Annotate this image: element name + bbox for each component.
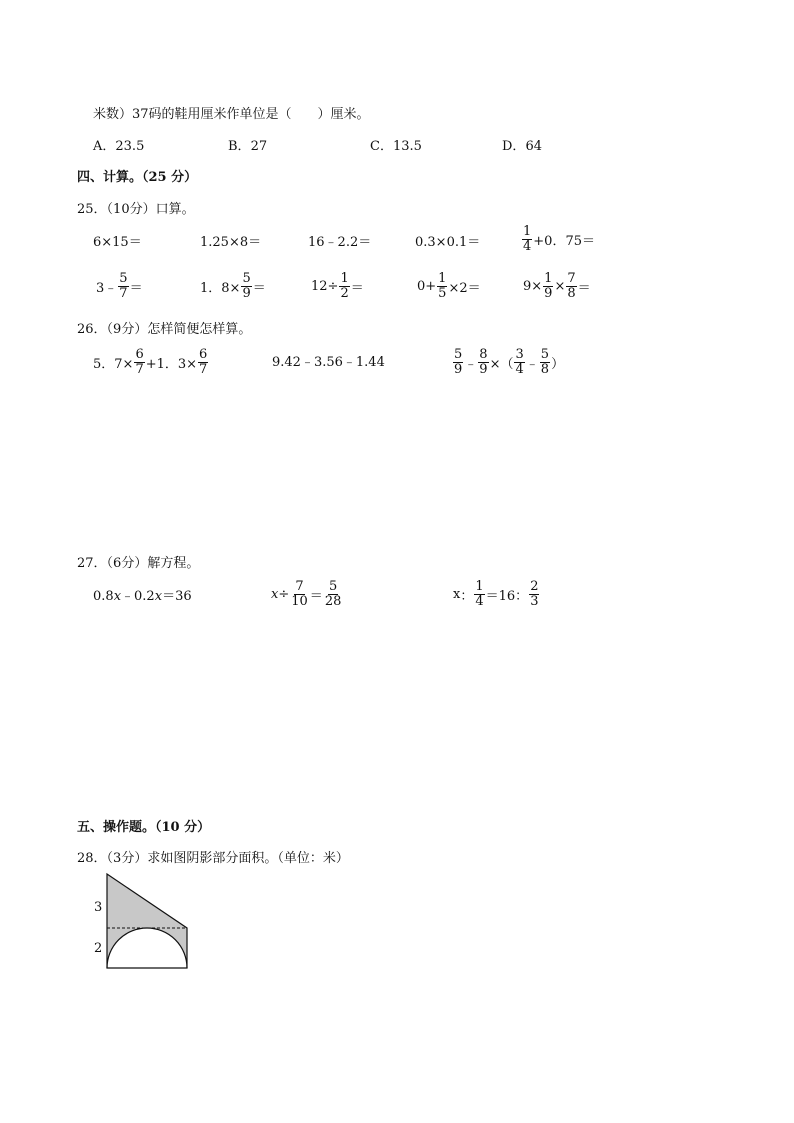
option-d[interactable] bbox=[502, 135, 542, 154]
q25-r1-c: 16﹣2.2＝ bbox=[308, 235, 372, 250]
q25-r1-a: 6×15＝ bbox=[93, 235, 142, 250]
fraction: $\frac{3}{4}$ bbox=[515, 347, 524, 377]
q25-r2-d: 0+ $\frac{1}{5}$ ×2＝ bbox=[417, 271, 481, 301]
figure-svg bbox=[92, 870, 192, 975]
option-b-value: 27 bbox=[250, 139, 268, 154]
q25-r1-b: 1.25×8＝ bbox=[200, 235, 262, 250]
q25-r2-a: 3﹣ $\frac{5}{7}$ ＝ bbox=[96, 271, 143, 301]
fraction: $\frac{2}{3}$ bbox=[530, 579, 539, 609]
label-2: 2 bbox=[94, 941, 103, 956]
option-d-letter: D． bbox=[502, 139, 526, 154]
option-b-letter: B． bbox=[228, 139, 251, 154]
fraction: $\frac{7}{8}$ bbox=[567, 271, 576, 301]
question-28-header: 28．（3分）求如图阴影部分面积。（单位：米） bbox=[77, 851, 349, 866]
fraction: $\frac{7}{10}$ bbox=[291, 579, 308, 609]
fraction: $\frac{5}{9}$ bbox=[242, 271, 251, 301]
option-b[interactable] bbox=[228, 135, 267, 154]
fraction: $\frac{5}{9}$ bbox=[454, 347, 463, 377]
option-a-letter: A． bbox=[93, 139, 116, 154]
question-26-header: 26．（9分）怎样简便怎样算。 bbox=[77, 322, 252, 337]
q26-expr-3: $\frac{5}{9}$ ﹣ $\frac{8}{9}$ ×（ $\frac{3}{4}$ ﹣ $\frac{5}{8}$ ） bbox=[454, 347, 565, 377]
q25-r2-e: 9× $\frac{1}{9}$ × $\frac{7}{8}$ ＝ bbox=[523, 271, 591, 301]
fraction: $\frac{1}{4}$ bbox=[523, 224, 532, 254]
shaded-area-figure bbox=[92, 870, 192, 975]
question-25-header: 25．（10分）口算。 bbox=[77, 202, 195, 217]
q25-r2-c: 12÷ $\frac{1}{2}$ ＝ bbox=[311, 271, 364, 301]
fraction: $\frac{1}{9}$ bbox=[544, 271, 553, 301]
label-3: 3 bbox=[94, 900, 103, 915]
fraction: $\frac{5}{28}$ bbox=[324, 579, 342, 609]
option-c[interactable] bbox=[370, 135, 422, 154]
fraction: $\frac{1}{5}$ bbox=[438, 271, 447, 301]
fraction: $\frac{8}{9}$ bbox=[479, 347, 488, 377]
q25-r2-b: 1．8× $\frac{5}{9}$ ＝ bbox=[200, 271, 266, 301]
fraction: $\frac{5}{8}$ bbox=[540, 347, 550, 377]
q26-expr-1: 5．7× $\frac{6}{7}$ +1．3× $\frac{6}{7}$ bbox=[93, 347, 208, 377]
option-a-value: 23.5 bbox=[115, 139, 145, 154]
fraction: $\frac{1}{4}$ bbox=[475, 579, 484, 609]
option-c-letter: C． bbox=[370, 139, 393, 154]
fraction: $\frac{6}{7}$ bbox=[199, 347, 208, 377]
section-5-title: 五、操作题。（10 分） bbox=[77, 820, 211, 835]
q25-r1-e: $\frac{1}{4}$ +0．75＝ bbox=[523, 224, 595, 254]
q27-eq-1: 0.8x﹣0.2x＝36 bbox=[93, 589, 192, 604]
q27-eq-2: x ÷ $\frac{7}{10}$ ＝ $\frac{5}{28}$ bbox=[271, 579, 342, 609]
option-a[interactable] bbox=[93, 135, 144, 154]
shaded-region bbox=[107, 874, 187, 968]
fraction: $\frac{6}{7}$ bbox=[135, 347, 144, 377]
q26-expr-2: 9.42﹣3.56﹣1.44 bbox=[272, 355, 385, 370]
section-4-title: 四、计算。（25 分） bbox=[77, 170, 198, 185]
q25-r1-d: 0.3×0.1＝ bbox=[415, 235, 481, 250]
question-27-header: 27．（6分）解方程。 bbox=[77, 556, 200, 571]
fraction: $\frac{5}{7}$ bbox=[119, 271, 128, 301]
question-24-text: 米数）37码的鞋用厘米作单位是（ ）厘米。 bbox=[93, 107, 370, 122]
q27-eq-3: x ： $\frac{1}{4}$ ＝16： $\frac{2}{3}$ bbox=[453, 579, 539, 609]
option-d-value: 64 bbox=[525, 139, 542, 154]
fraction: $\frac{1}{2}$ bbox=[340, 271, 349, 301]
option-c-value: 13.5 bbox=[392, 139, 422, 154]
